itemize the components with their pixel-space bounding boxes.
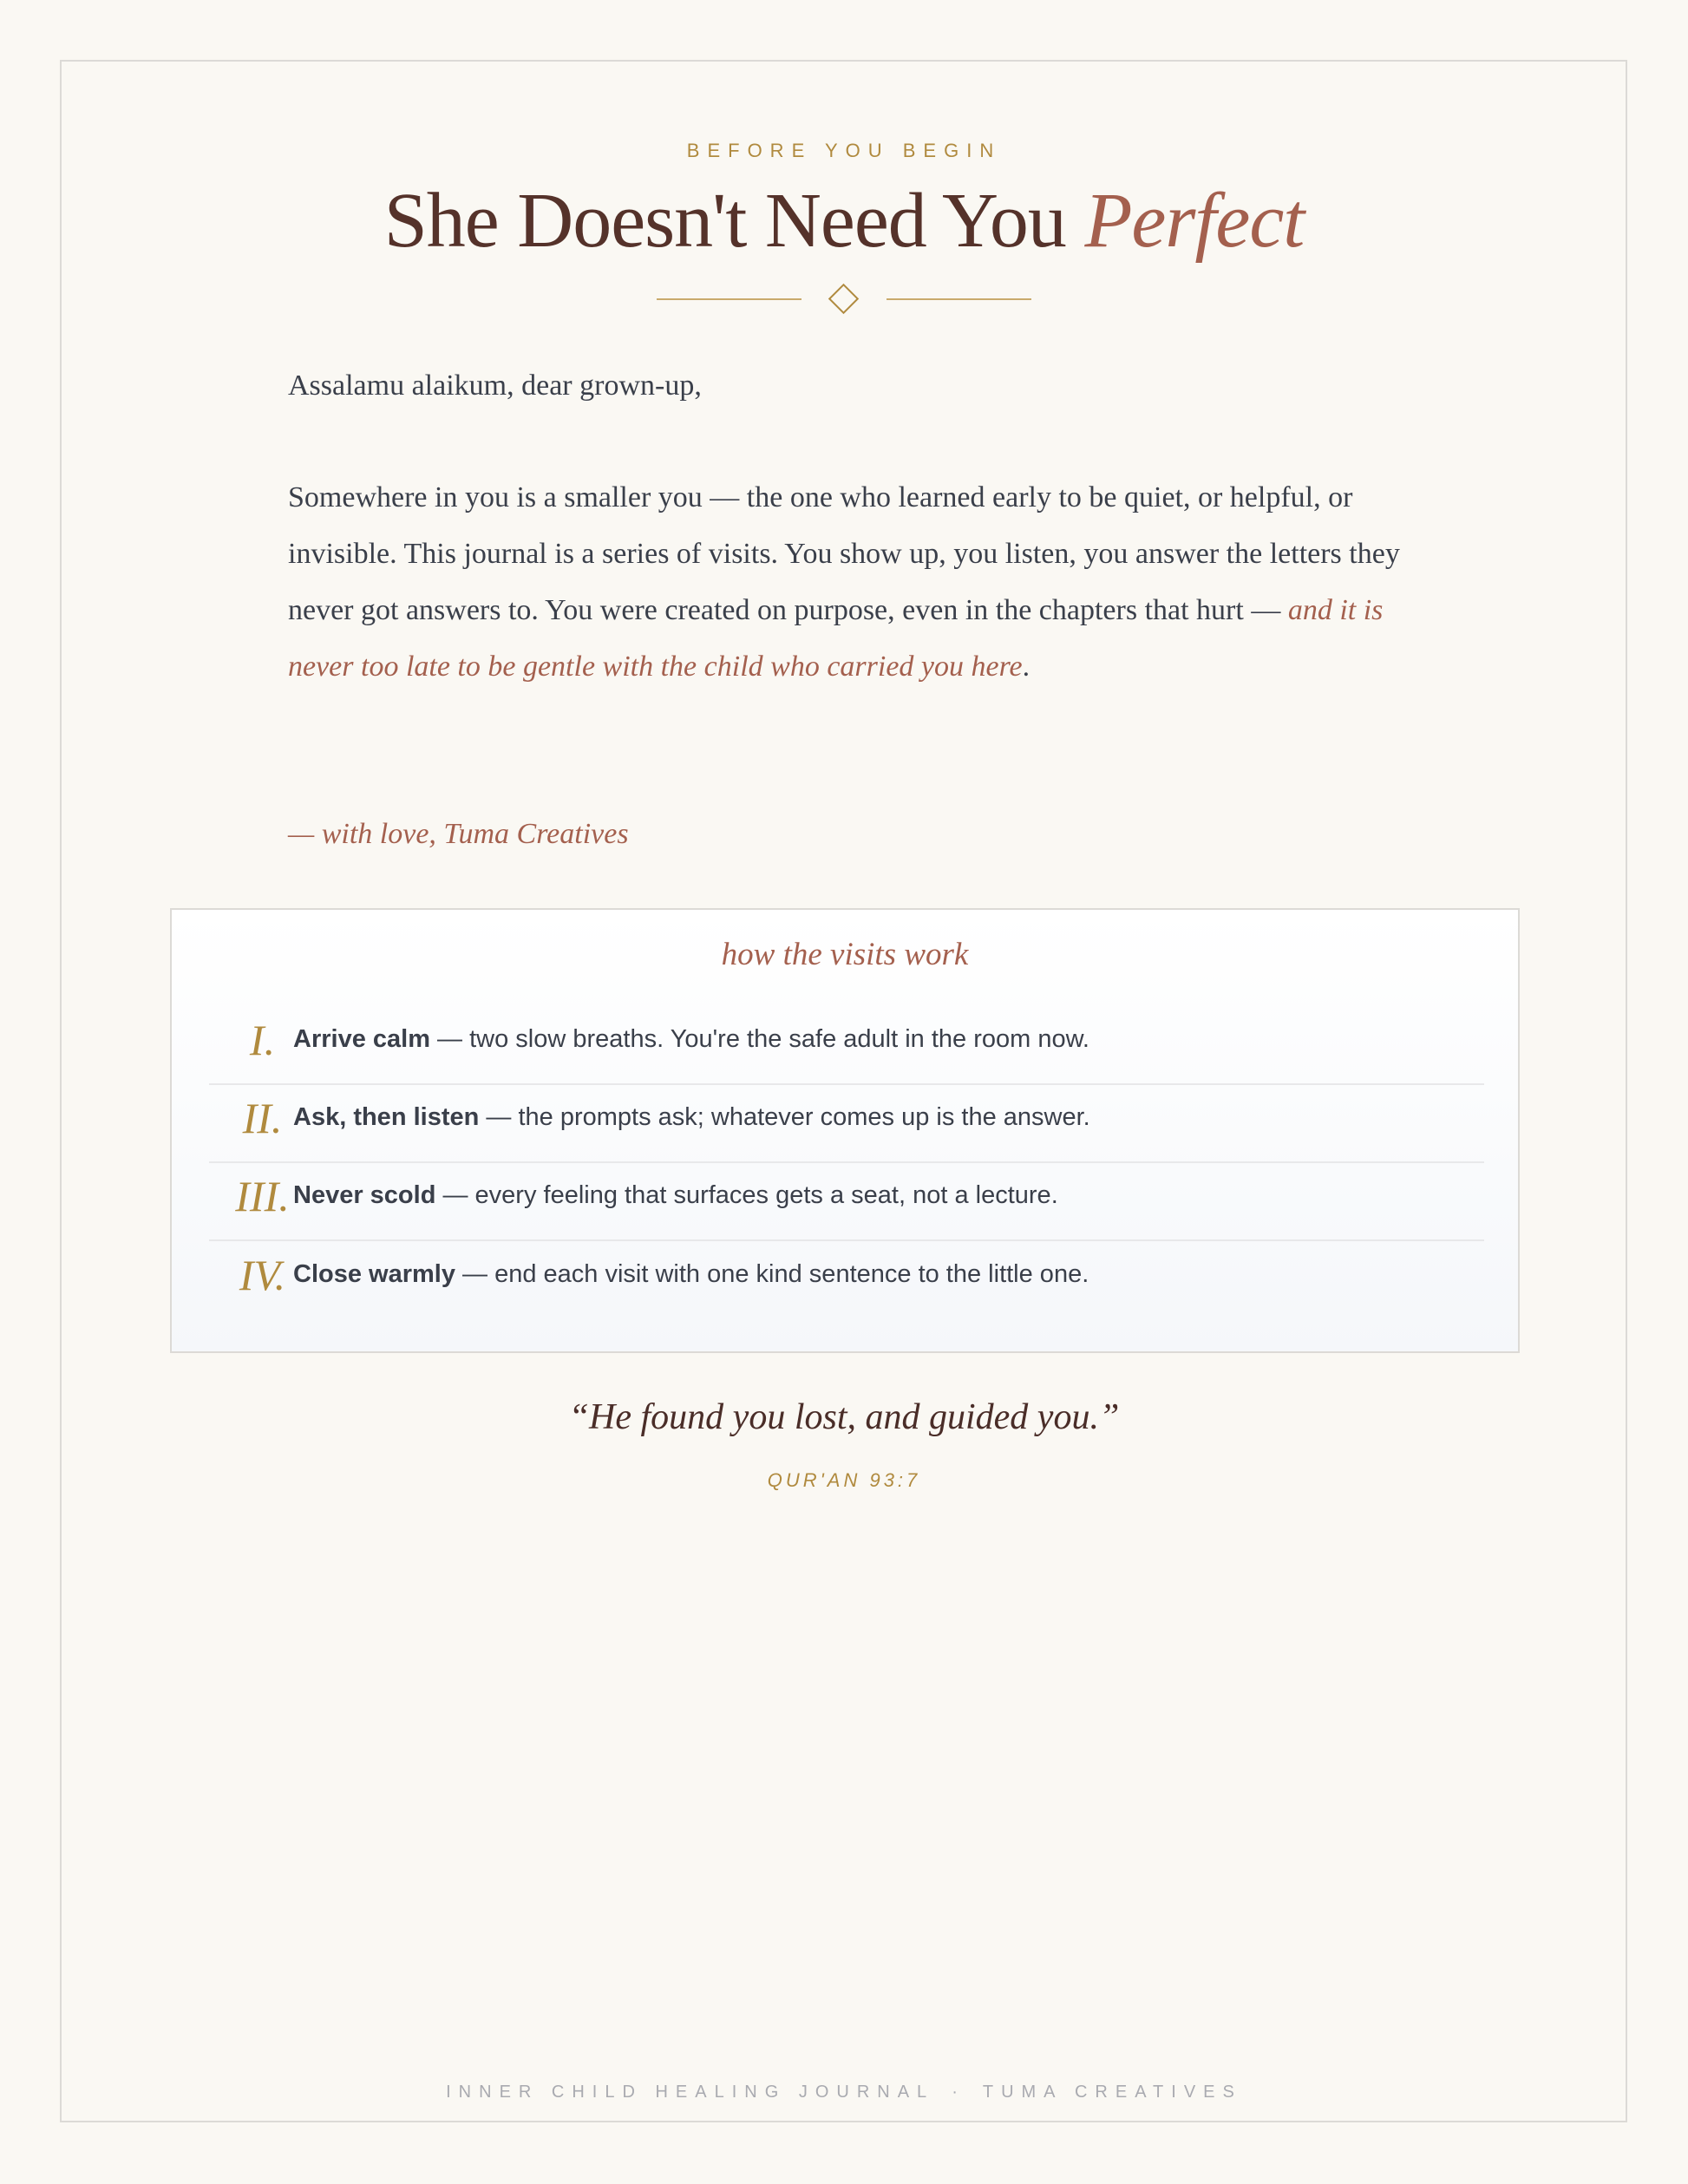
letter-body-end: .	[1022, 651, 1030, 683]
step-title: Close warmly	[293, 1260, 455, 1288]
step-numeral: III.	[235, 1172, 290, 1220]
step-text	[293, 1103, 1090, 1132]
step-description: — the prompts ask; whatever comes up is the answer.	[479, 1103, 1090, 1131]
step-description: — every feeling that surfaces gets a seat, not a lecture.	[435, 1181, 1058, 1209]
step-title: Ask, then listen	[293, 1103, 480, 1131]
letter-body-text: Somewhere in you is a smaller you — the one who learned early to be quiet, or helpful, or invisible. This journal is a series of visits. You show up, you listen, you answer the letters they never got answers to. You were created on purpose, even in the chapters that hurt —	[288, 481, 1400, 626]
letter-body-emphasis: and it is never too late to be gentle with the child who carried you here	[288, 594, 1384, 683]
step-description: — two slow breaths. You're the safe adult in the room now.	[430, 1025, 1089, 1053]
step-text	[293, 1181, 1058, 1210]
visits-heading: how the visits work	[721, 937, 969, 972]
divider-line-left	[657, 298, 801, 300]
list-item	[209, 1005, 1484, 1085]
divider-line-right	[887, 298, 1031, 300]
eyebrow-label: BEFORE YOU BEGIN	[686, 140, 1002, 161]
step-numeral: I.	[249, 1016, 276, 1064]
quote-source: QUR'AN 93:7	[767, 1469, 921, 1491]
title-divider	[657, 279, 1031, 319]
step-numeral: II.	[242, 1094, 283, 1142]
footer-brand: TUMA CREATIVES	[982, 2083, 1242, 2102]
list-item	[209, 1161, 1484, 1241]
footer-separator: ·	[952, 2083, 965, 2102]
title-main: She Doesn't Need You	[383, 178, 1085, 264]
visits-panel	[170, 908, 1520, 1353]
step-numeral: IV.	[239, 1251, 286, 1299]
list-item	[209, 1240, 1484, 1318]
letter-body	[288, 469, 1416, 695]
quote-text: “He found you lost, and guided you.”	[568, 1397, 1120, 1437]
page-footer	[0, 2083, 1688, 2102]
step-title: Arrive calm	[293, 1025, 430, 1053]
list-item	[209, 1083, 1484, 1163]
diamond-icon	[828, 284, 859, 314]
step-title: Never scold	[293, 1181, 436, 1209]
letter-greeting: Assalamu alaikum, dear grown-up,	[288, 369, 702, 402]
step-text	[293, 1025, 1089, 1054]
footer-journal-title: INNER CHILD HEALING JOURNAL	[446, 2083, 935, 2102]
title-accent: Perfect	[1084, 178, 1305, 264]
step-description: — end each visit with one kind sentence to the little one.	[455, 1260, 1089, 1288]
page-title	[0, 169, 1688, 273]
step-text	[293, 1260, 1089, 1289]
letter-signoff: — with love, Tuma Creatives	[288, 818, 629, 850]
